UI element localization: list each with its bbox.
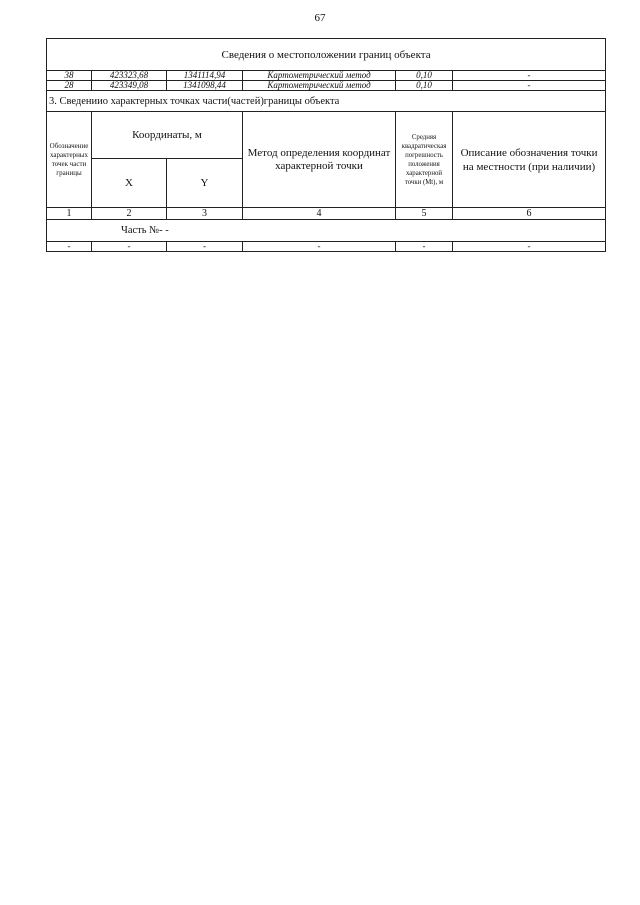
empty-cell: - bbox=[167, 242, 243, 252]
y-coordinate: 1341098,44 bbox=[167, 81, 243, 91]
empty-cell: - bbox=[396, 242, 453, 252]
column-numbers-row bbox=[47, 208, 606, 220]
part-label: Часть №- - bbox=[121, 225, 169, 236]
column-number: 3 bbox=[167, 208, 243, 220]
description: - bbox=[453, 81, 606, 91]
boundary-info-table bbox=[46, 38, 606, 252]
mean-error: 0,10 bbox=[396, 81, 453, 91]
column-number: 4 bbox=[243, 208, 396, 220]
y-coordinate: 1341114,94 bbox=[167, 71, 243, 81]
header-description: Описание обозначения точки на местности (при наличии) bbox=[453, 112, 606, 208]
page-number: 67 bbox=[314, 12, 326, 24]
x-coordinate: 423323,68 bbox=[92, 71, 167, 81]
header-method: Метод определения координат характерной точки bbox=[243, 112, 396, 208]
method: Картометрический метод bbox=[243, 71, 396, 81]
mean-error: 0,10 bbox=[396, 71, 453, 81]
header-point-designation: Обозначение характерных точек части границы bbox=[47, 112, 92, 208]
column-number: 5 bbox=[396, 208, 453, 220]
method: Картометрический метод bbox=[243, 81, 396, 91]
empty-cell: - bbox=[47, 242, 92, 252]
column-number: 1 bbox=[47, 208, 92, 220]
table-title: Сведения о местоположении границ объекта bbox=[47, 39, 606, 71]
section-3-title: 3. Сведениио характерных точках части(частей)границы объекта bbox=[47, 91, 606, 112]
table-row bbox=[47, 242, 606, 252]
part-label-cell bbox=[47, 220, 606, 242]
empty-cell: - bbox=[243, 242, 396, 252]
table-row bbox=[47, 71, 606, 81]
point-number: 28 bbox=[47, 81, 92, 91]
header-y: Y bbox=[167, 159, 243, 208]
empty-cell: - bbox=[92, 242, 167, 252]
header-coordinates: Координаты, м bbox=[92, 112, 243, 159]
point-number: 38 bbox=[47, 71, 92, 81]
x-coordinate: 423349,08 bbox=[92, 81, 167, 91]
header-x: X bbox=[92, 159, 167, 208]
empty-cell: - bbox=[453, 242, 606, 252]
header-mean-error: Средняя квадратическая погрешность положения характерной точки (Mt), м bbox=[396, 112, 453, 208]
column-number: 2 bbox=[92, 208, 167, 220]
table-row bbox=[47, 81, 606, 91]
column-number: 6 bbox=[453, 208, 606, 220]
description: - bbox=[453, 71, 606, 81]
